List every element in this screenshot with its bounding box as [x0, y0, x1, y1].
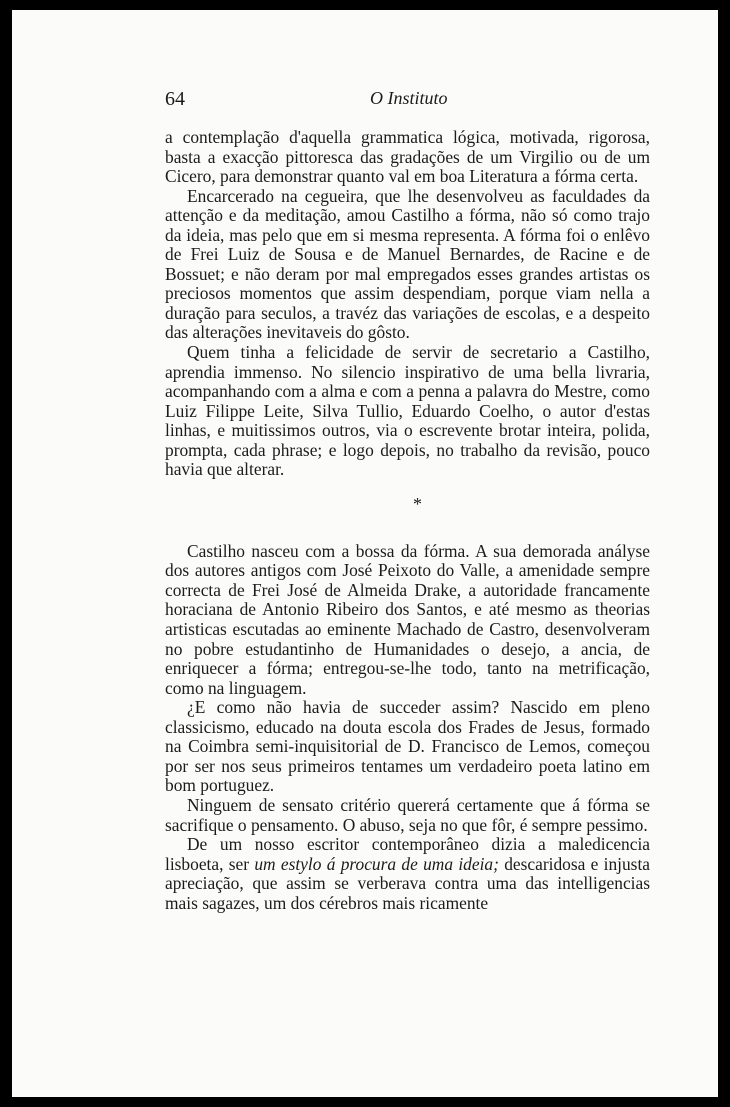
paragraph: Ninguem de sensato critério quererá certamente que á fórma se sacrifique o pensamento. O abuso, seja no que fôr, é sempre pessimo. — [165, 794, 650, 835]
paragraph: ¿E como não havia de succeder assim? Nascido em pleno classicismo, educado na douta escola dos Frades de Jesus, formado na Coimbra semi-inquisitorial de D. Francisco de Lemos, começou por ser nos seus primeiros tentames um verdadeiro poeta latino em bom portuguez. — [165, 697, 650, 796]
page-number: 64 — [165, 88, 185, 110]
italic-quote: um estylo á procura de uma ideia; — [254, 853, 499, 874]
running-title: O Instituto — [370, 88, 448, 108]
paragraph: Encarcerado na cegueira, que lhe desenvolveu as faculdades da attenção e da meditação, amou Castilho a fórma, não só como trajo da ideia, mas pelo que em si mesma representa. A fórma foi o enlêvo de Frei Luiz de Sousa e de Manuel Bernardes, de Racine e de Bossuet; e não deram por mal empregados esses grandes artistas os preciosos momentos que assim despendiam, porque viam nella a duração para seculos, a travéz das variações de escolas, e a despeito das alterações inevitaveis do gôsto. — [165, 185, 650, 343]
section-separator: * — [413, 493, 422, 514]
paragraph-text: descaridosa e injusta apreciação, que assim se verberava contra uma das intelligencias mais sagazes, um dos cérebros mais ricamente — [165, 853, 650, 913]
paragraph: a contemplação d'aquella grammatica lógica, motivada, rigorosa, basta a exacção pittoresca das gradações de um Virgilio ou de um Cicero, para demonstrar quanto val em boa Literatura a fórma certa. — [165, 127, 650, 187]
paragraph — [165, 835, 650, 913]
book-page — [12, 10, 718, 1097]
page-header — [165, 88, 650, 118]
body-text — [165, 128, 650, 913]
paragraph: Quem tinha a felicidade de servir de secretario a Castilho, aprendia immenso. No silencio inspirativo de uma bella livraria, acompanhando com a alma e com a penna a palavra do Mestre, como Luiz Filippe Leite, Silva Tullio, Eduardo Coelho, o autor d'estas linhas, e muitissimos outros, via o escrevente brotar inteira, polida, prompta, cada phrase; e logo depois, no trabalho da revisão, pouco havia que alterar. — [165, 342, 650, 480]
paragraph-text: De um nosso escritor contemporâneo dizia a maledicencia lisboeta, ser — [165, 834, 650, 874]
paragraph: Castilho nasceu com a bossa da fórma. A sua demorada anályse dos autores antigos com José Peixoto do Valle, a amenidade sempre correcta de Frei José de Almeida Drake, a autoridade francamente horaciana de Antonio Ribeiro dos Santos, e até mesmo as theorias artisticas escutadas ao eminente Machado de Castro, desenvolveram no pobre estudantinho de Humanidades o desejo, a ancia, de enriquecer a fórma; entregou-se-lhe todo, tanto na metrificação, como na linguagem. — [165, 540, 650, 698]
